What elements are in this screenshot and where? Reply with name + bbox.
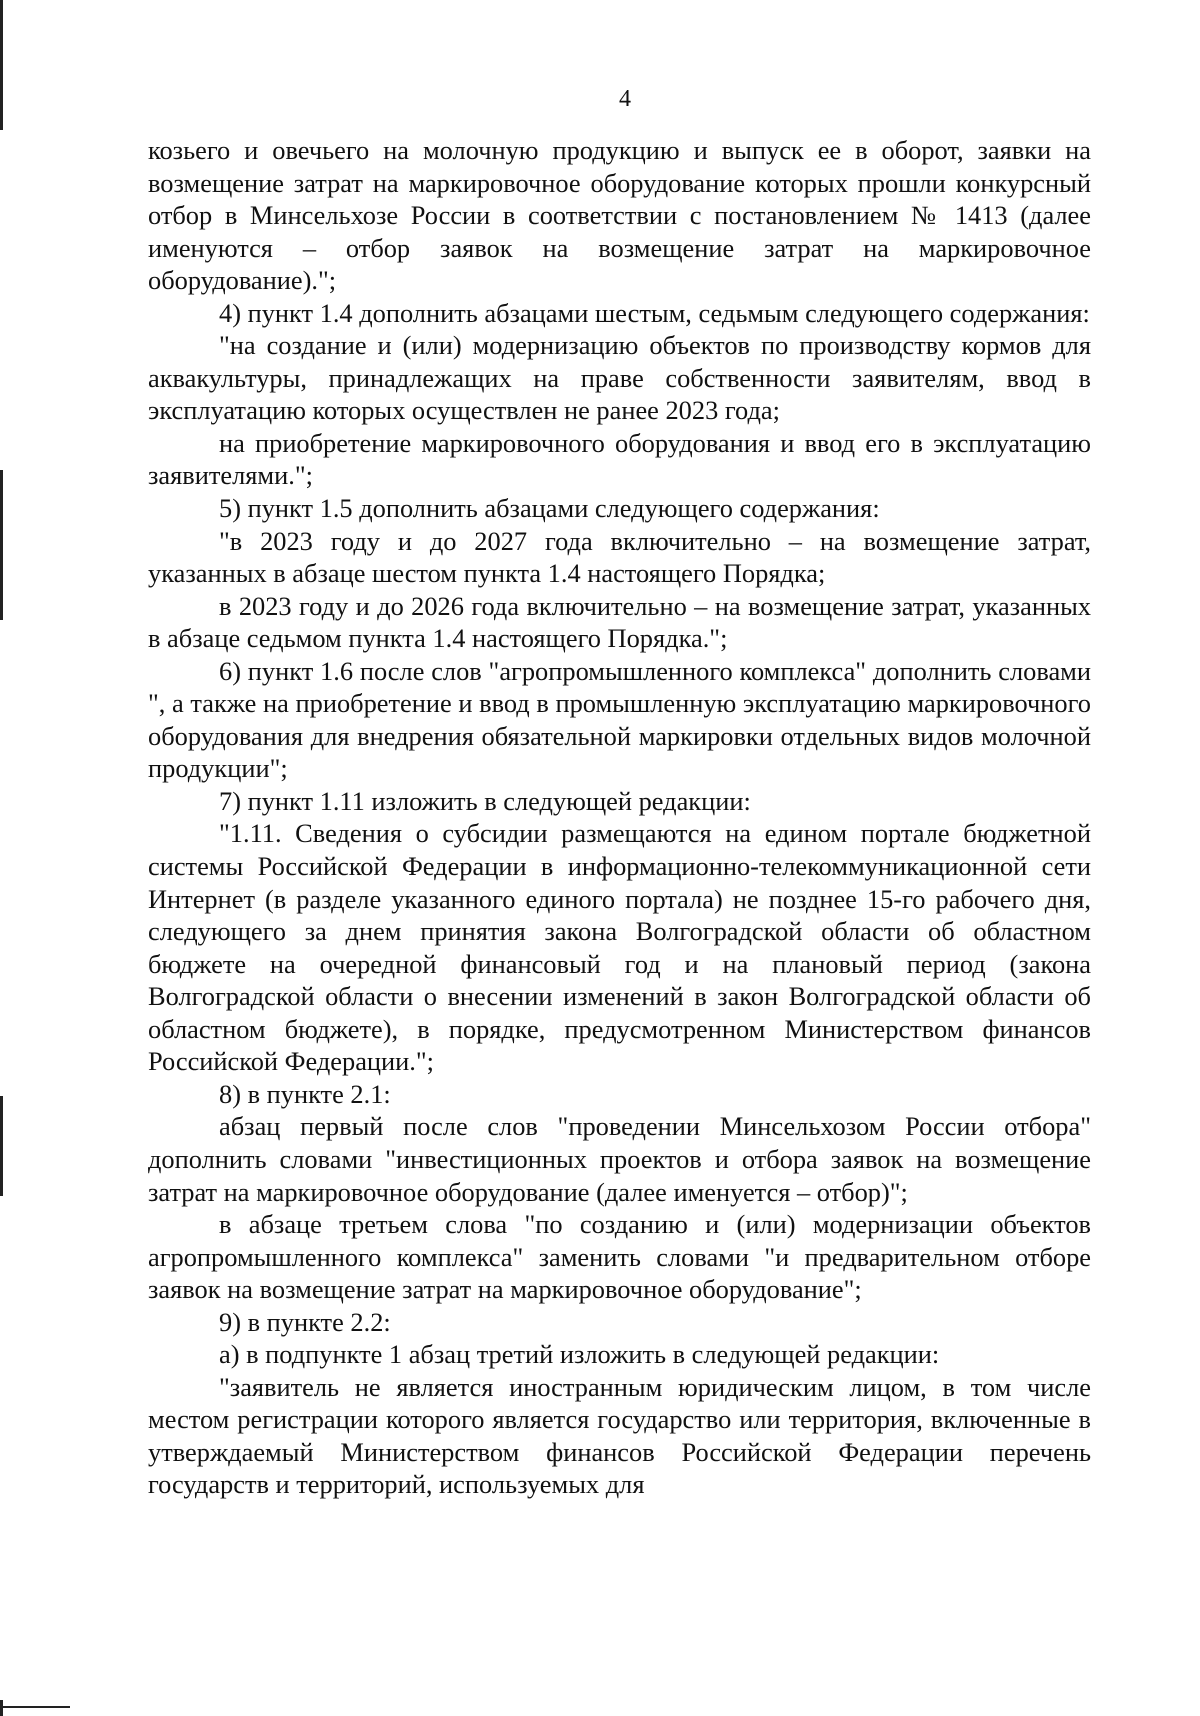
paragraph: "1.11. Сведения о субсидии размещаются на едином портале бюджетной системы Российской Федерации в информационно-телекоммуникационной сети Интернет (в разделе указанного единого портала) не позднее 15-го рабочего дня, следующего за днем принятия закона Волгоградской области об областном бюджете на очередной финансовый год и на плановый период (закона Волгоградской области о внесении изменений в закон Волгоградской области об областном бюджете), в порядке, предусмотренном Министерством финансов Российской Федерации."; (148, 818, 1091, 1077)
scan-edge-tick (0, 1706, 70, 1708)
paragraph: 7) пункт 1.11 изложить в следующей редакции: (219, 785, 751, 816)
document-body (148, 134, 1091, 1501)
paragraph: 4) пункт 1.4 дополнить абзацами шестым, седьмым следующего содержания: (219, 297, 1090, 328)
page-number: 4 (619, 86, 631, 112)
scan-edge-mark (0, 470, 3, 620)
paragraph: в абзаце третьем слова "по созданию и (или) модернизации объектов агропромышленного комплекса" заменить словами "и предварительном отборе заявок на возмещение затрат на маркировочное оборудование"; (148, 1209, 1091, 1305)
scan-edge-mark (0, 1096, 3, 1196)
paragraph: а) в подпункте 1 абзац третий изложить в следующей редакции: (219, 1339, 940, 1370)
paragraph: абзац первый после слов "проведении Минсельхозом России отбора" дополнить словами "инвестиционных проектов и отбора заявок на возмещение затрат на маркировочное оборудование (далее именуется – отбор)"; (148, 1111, 1091, 1207)
paragraph: "на создание и (или) модернизацию объектов по производству кормов для аквакультуры, принадлежащих на праве собственности заявителям, ввод в эксплуатацию которых осуществлен не ранее 2023 года; (148, 330, 1091, 426)
paragraph: на приобретение маркировочного оборудования и ввод его в эксплуатацию заявителями."; (148, 427, 1091, 491)
paragraph: в 2023 году и до 2026 года включительно – на возмещение затрат, указанных в абзаце седьмом пункта 1.4 настоящего Порядка."; (148, 590, 1091, 654)
paragraph: "заявитель не является иностранным юридическим лицом, в том числе местом регистрации которого является государство или территория, включенные в утверждаемый Министерством финансов Российской Федерации перечень государств и территорий, используемых для (148, 1371, 1091, 1500)
paragraph: 9) в пункте 2.2: (219, 1306, 391, 1337)
paragraph: 8) в пункте 2.1: (219, 1078, 391, 1109)
paragraph: козьего и овечьего на молочную продукцию и выпуск ее в оборот, заявки на возмещение затрат на маркировочное оборудование которых прошли конкурсный отбор в Минсельхозе России в соответствии с постановлением № 1413 (далее именуются – отбор заявок на возмещение затрат на маркировочное оборудование)."; (148, 135, 1091, 296)
paragraph: "в 2023 году и до 2027 года включительно – на возмещение затрат, указанных в абзаце шестом пункта 1.4 настоящего Порядка; (148, 525, 1091, 589)
paragraph: 6) пункт 1.6 после слов "агропромышленного комплекса" дополнить словами ", а также на приобретение и ввод в промышленную эксплуатацию маркировочного оборудования для внедрения обязательной маркировки отдельных видов молочной продукции"; (148, 655, 1091, 784)
scan-edge-mark (0, 1700, 3, 1716)
paragraph: 5) пункт 1.5 дополнить абзацами следующего содержания: (219, 493, 880, 524)
